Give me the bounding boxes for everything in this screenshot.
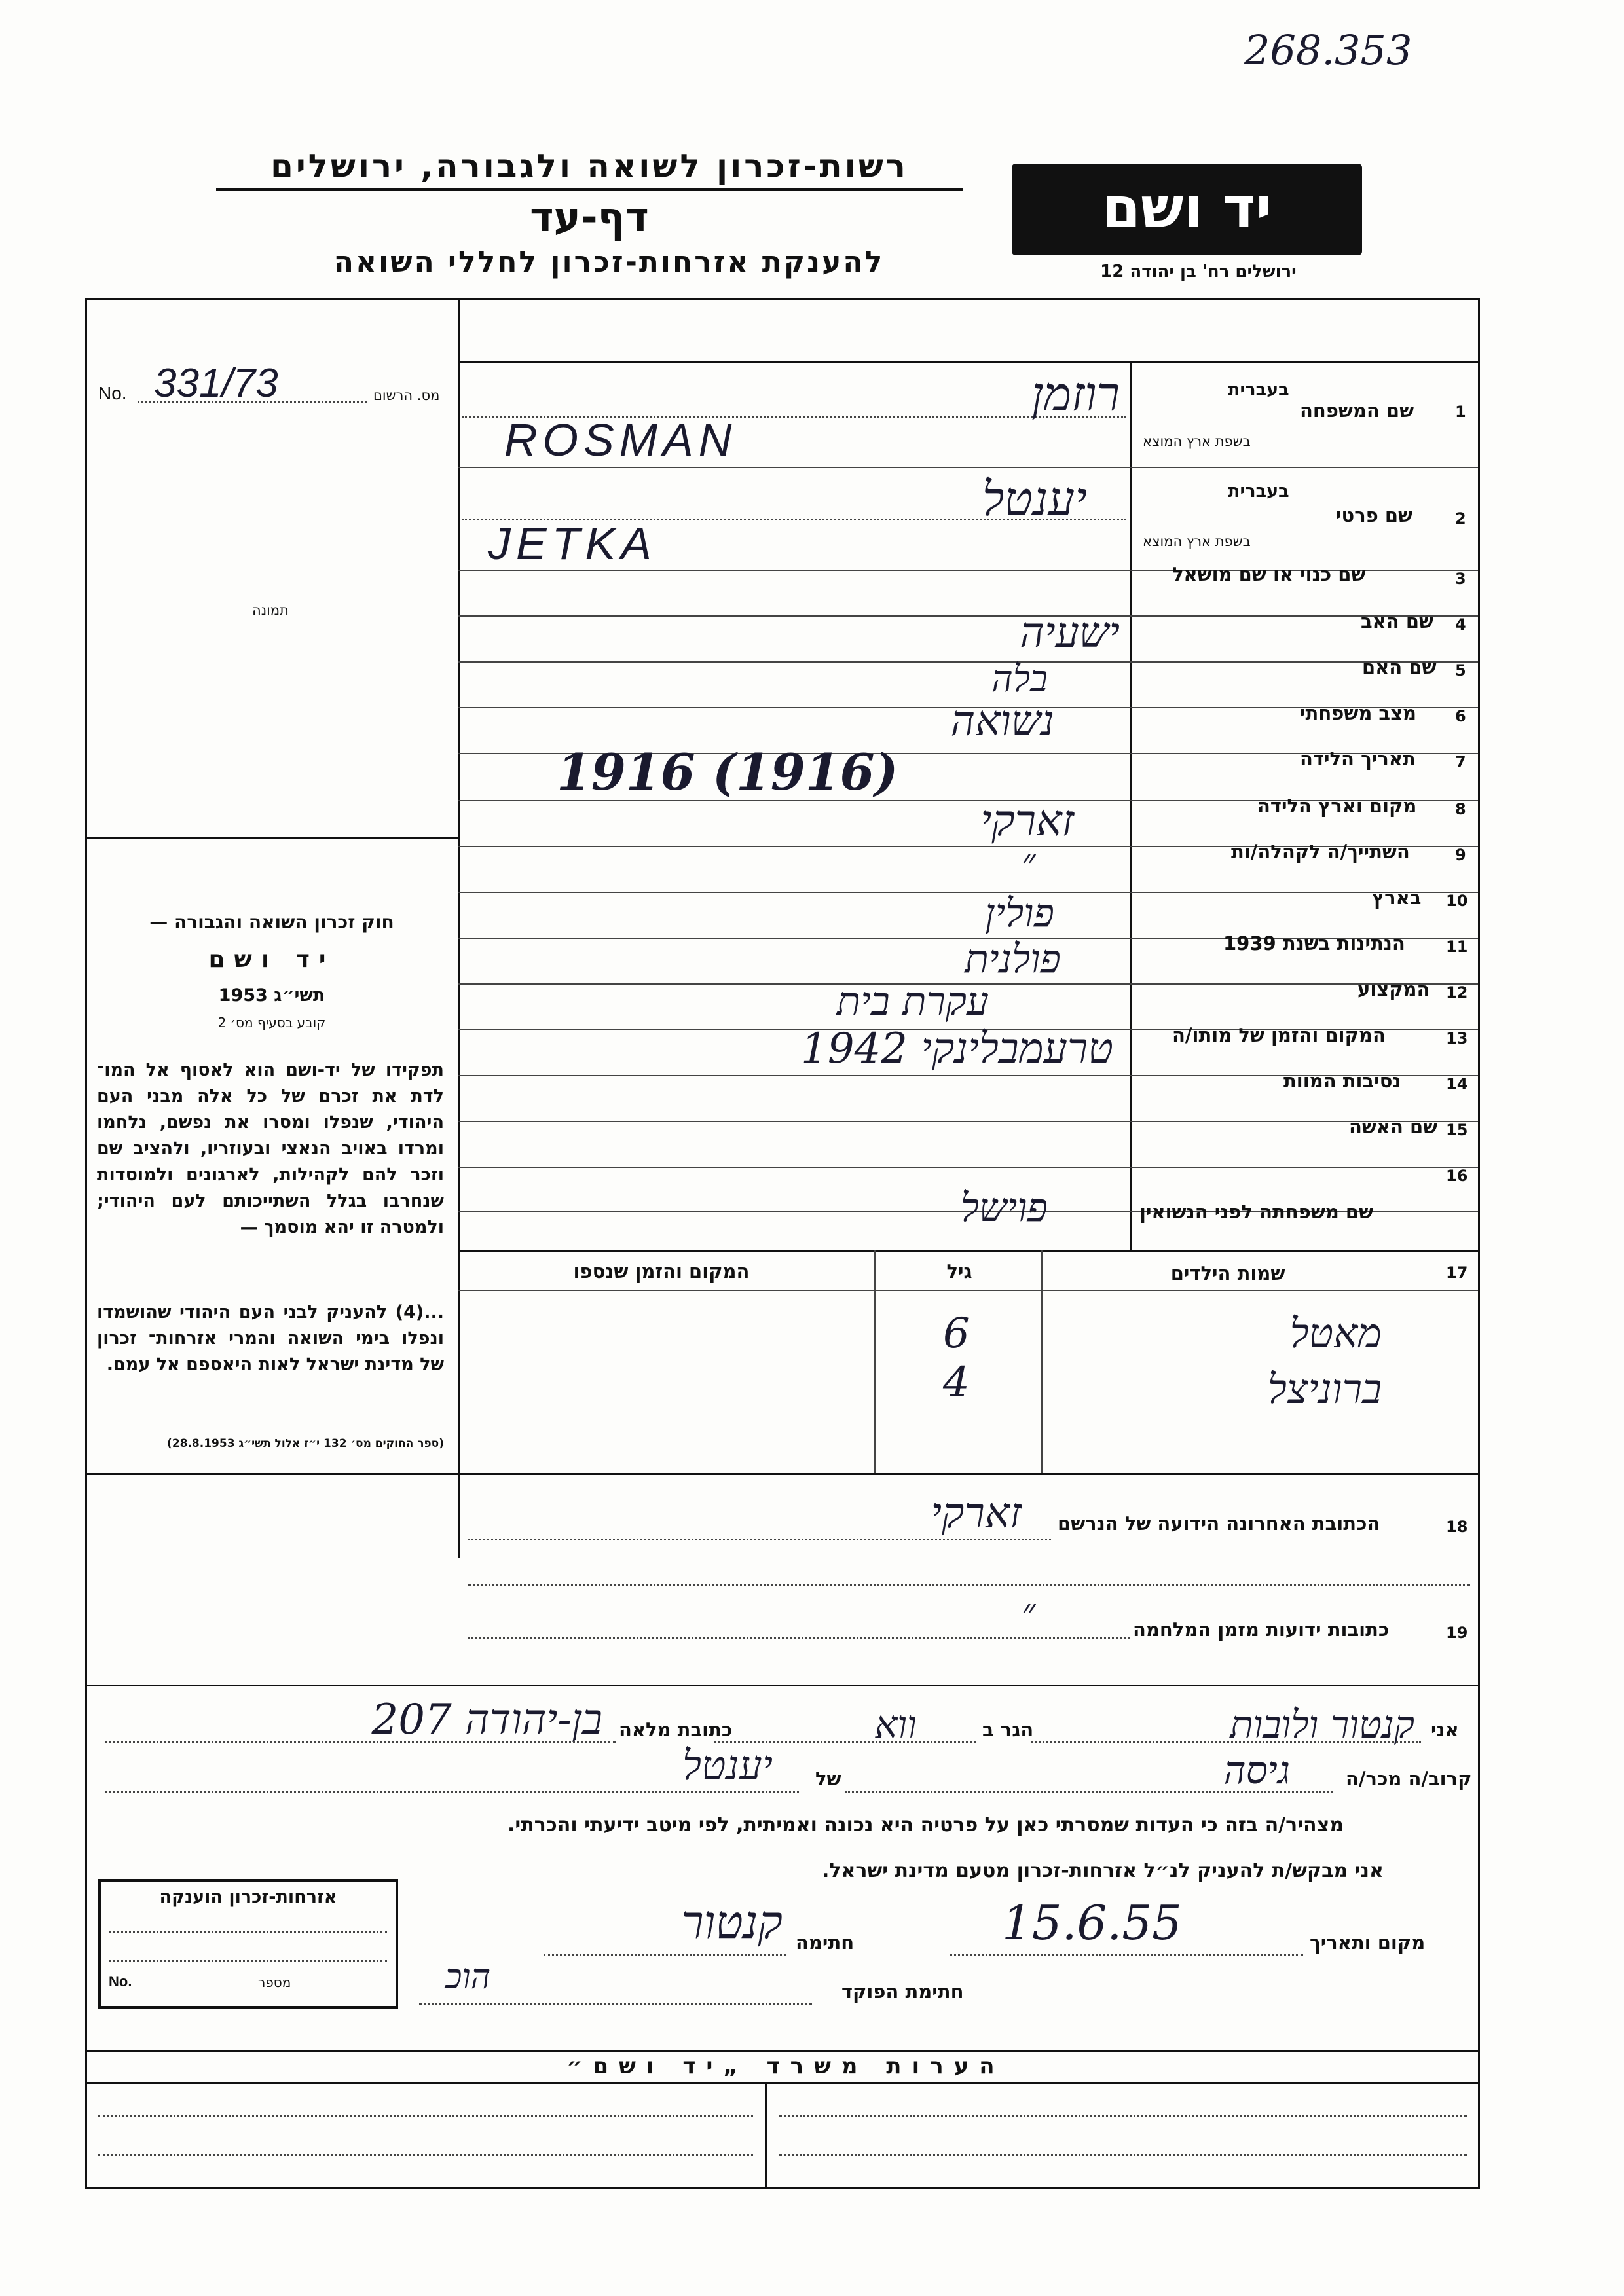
field-11-value: פולנית: [965, 936, 1061, 982]
field-2-value-latin: JETKA: [488, 518, 657, 569]
child-2-name: ברוניצל: [1267, 1365, 1382, 1413]
field-18-label: הכתובת האחרונה הידועה של הנרשם: [1058, 1512, 1380, 1535]
field-5-value: בלה: [991, 658, 1048, 701]
form-title: דף-עד: [530, 193, 649, 241]
declarant-of-name: יענטל: [682, 1741, 773, 1789]
field-2-sub-hebrew: בעברית: [1228, 481, 1289, 501]
of-label: של: [815, 1768, 841, 1790]
field-1-number: 1: [1455, 403, 1466, 421]
relative-label: קרוב/ה מכר/ה: [1346, 1768, 1472, 1790]
field-16-value: פוישל: [960, 1185, 1048, 1231]
field-8-number: 8: [1455, 800, 1466, 818]
official-signature-label: חתימת הפוקד: [841, 1980, 964, 2003]
field-11-label: הנתינות בשנת 1939: [1223, 932, 1405, 955]
archive-number: 268.353: [1244, 26, 1412, 74]
law-paragraph-2: ...(4) להעניק לבני העם היהודי שהושמדו ונפלו בימי השואה והמרי אזרחות־ זכרון של מדינת ישראל לאות היאספם אל עמם.: [97, 1302, 444, 1375]
yad-vashem-logo: יד ושם: [1012, 164, 1362, 255]
declarant-name: קנטור ולובות: [1230, 1702, 1414, 1747]
field-6-label: מצב משפחתי: [1300, 702, 1417, 724]
field-7-label: תאריך הלידה: [1300, 748, 1416, 770]
declarant-i-label: אני: [1431, 1719, 1459, 1741]
field-1-sub-origin: בשפת ארץ המוצא: [1143, 433, 1251, 449]
field-2-value-hebrew: יענטל: [982, 471, 1087, 526]
field-14-label: נסיבות המוות: [1283, 1070, 1401, 1092]
field-12-label: המקצוע: [1357, 978, 1430, 1000]
field-1-value-hebrew: רוזמן: [1031, 367, 1120, 422]
field-9-number: 9: [1455, 846, 1466, 864]
field-10-value: פולין: [985, 890, 1054, 936]
field-12-value: עקרת בית: [836, 979, 989, 1025]
field-8-value: זארקי: [980, 795, 1074, 846]
field-1-value-latin: ROSMAN: [504, 414, 737, 465]
field-19-label: כתובות ידועות מזמן המלחמה: [1133, 1618, 1390, 1641]
field-1-label: שם המשפחה: [1300, 399, 1414, 422]
award-stamp-box: אזרחות-זכרון הוענקה No. מספר: [98, 1879, 398, 2009]
field-18-value: זארקי: [931, 1489, 1022, 1538]
field-13-value: טרעמבלינקי 1942: [801, 1025, 1113, 1073]
field-2-sub-origin: בשפת ארץ המוצא: [1143, 534, 1251, 549]
child-1-age: 6: [943, 1309, 970, 1358]
photo-placeholder-label: תמונה: [252, 602, 289, 618]
field-5-label: שם האם: [1362, 656, 1437, 678]
field-11-number: 11: [1446, 938, 1468, 956]
field-7-value: 1916 (1916): [557, 743, 898, 801]
law-name: יד ושם: [208, 946, 335, 973]
field-5-number: 5: [1455, 661, 1466, 680]
law-year: תשי״ג 1953: [218, 985, 325, 1006]
field-2-number: 2: [1455, 509, 1466, 528]
child-2-age: 4: [943, 1358, 970, 1407]
official-signature: הוכ: [445, 1958, 491, 1997]
children-names-header: שמות הילדים: [1170, 1262, 1285, 1285]
children-age-header: גיל: [946, 1260, 972, 1283]
children-place-header: המקום והזמן שנספו: [573, 1260, 750, 1283]
full-address-label: כתובת מלאה: [619, 1719, 733, 1741]
law-source: (ספר החוקים מס׳ 132 י״ז אלול תשי״ג 28.8.1953): [167, 1437, 444, 1450]
form-subtitle: להענקת אזרחות-זכרון לחללי השואה: [333, 246, 885, 279]
place-date-label: מקום ותאריך: [1310, 1931, 1426, 1954]
authority-title: רשות-זכרון לשואה ולגבורה, ירושלים: [216, 147, 963, 191]
law-clause: קובע בסעיף מס׳ 2: [217, 1015, 326, 1030]
field-4-value: ישעיה: [1020, 609, 1120, 657]
field-19-value: ״: [1022, 1591, 1036, 1633]
logo-address: ירושלים רח' בן יהודה 12: [1100, 262, 1297, 282]
field-1-sub-hebrew: בעברית: [1228, 380, 1289, 400]
child-1-name: מאטל: [1289, 1309, 1382, 1357]
declarant-date: 15.6.55: [1002, 1895, 1182, 1950]
field-19-number: 19: [1446, 1624, 1468, 1642]
notes-title: הערות משרד „יד ושם״: [566, 2053, 1005, 2079]
field-18-number: 18: [1446, 1518, 1468, 1536]
registration-label: מס. הרשום: [373, 388, 440, 403]
declarant-city: ווא: [874, 1702, 917, 1747]
registration-number: 331/73: [154, 361, 278, 406]
resides-label: הגר ב: [982, 1719, 1034, 1741]
field-10-label: בארץ: [1372, 886, 1422, 909]
field-13-number: 13: [1446, 1029, 1468, 1048]
field-3-number: 3: [1455, 570, 1466, 588]
field-12-number: 12: [1446, 983, 1468, 1002]
field-9-label: השתייך/ה לקהלה/ות: [1231, 841, 1410, 863]
field-4-label: שם האב: [1361, 610, 1434, 632]
field-10-number: 10: [1446, 892, 1468, 910]
field-6-value: נשואה: [950, 697, 1054, 746]
declarant-signature: קנטור: [681, 1895, 783, 1949]
field-13-label: המקום והזמן של מותו/ה: [1172, 1024, 1386, 1046]
field-16-label: שם משפחתה לפני הנשואין: [1139, 1201, 1374, 1223]
field-14-number: 14: [1446, 1075, 1468, 1093]
registration-no-label: No.: [98, 383, 127, 403]
signature-label: חתימה: [796, 1931, 855, 1954]
statement-request: אני מבקש/ת להעניק לנ״ל אזרחות-זכרון מטעם מדינת ישראל.: [822, 1859, 1384, 1882]
field-3-label: שם כנוי או שם מושאל: [1172, 563, 1366, 585]
field-15-label: שם האשה: [1349, 1116, 1438, 1138]
field-4-number: 4: [1455, 615, 1466, 634]
field-17-number: 17: [1446, 1264, 1468, 1282]
statement-truth: מצהיר/ה בזה כי העדות שמסרתי כאן על פרטיה היא נכונה ואמיתית, לפי מיטב ידיעתי והכרתי.: [507, 1813, 1344, 1836]
field-8-label: מקום וארץ הלידה: [1257, 795, 1417, 817]
field-9-value: ״: [1022, 841, 1036, 884]
field-6-number: 6: [1455, 707, 1466, 725]
field-7-number: 7: [1455, 753, 1466, 771]
field-15-number: 15: [1446, 1121, 1468, 1139]
law-paragraph-1: תפקידו של יד-ושם הוא לאסוף אל המו־ לדת את זכרם של כל אלה מבני העם היהודי, שנפלו ומסרו את נפשם, נלחמו ומרדו באויב הנאצי ובעוזריו, ולהציב שם וזכר להם לקהילות, לארגונים ולמוסדות שנחרבו בגלל השתייכותם לעם היהודי; ולמטרה זו יהא מוסמך —: [97, 1060, 444, 1237]
field-16-number: 16: [1446, 1167, 1468, 1185]
field-2-label: שם פרטי: [1336, 504, 1413, 526]
declarant-relation: גיסה: [1223, 1748, 1290, 1793]
declarant-full-address: בן-יהודה 207: [371, 1696, 602, 1744]
law-title: חוק זכרון השואה והגבורה —: [149, 911, 394, 933]
